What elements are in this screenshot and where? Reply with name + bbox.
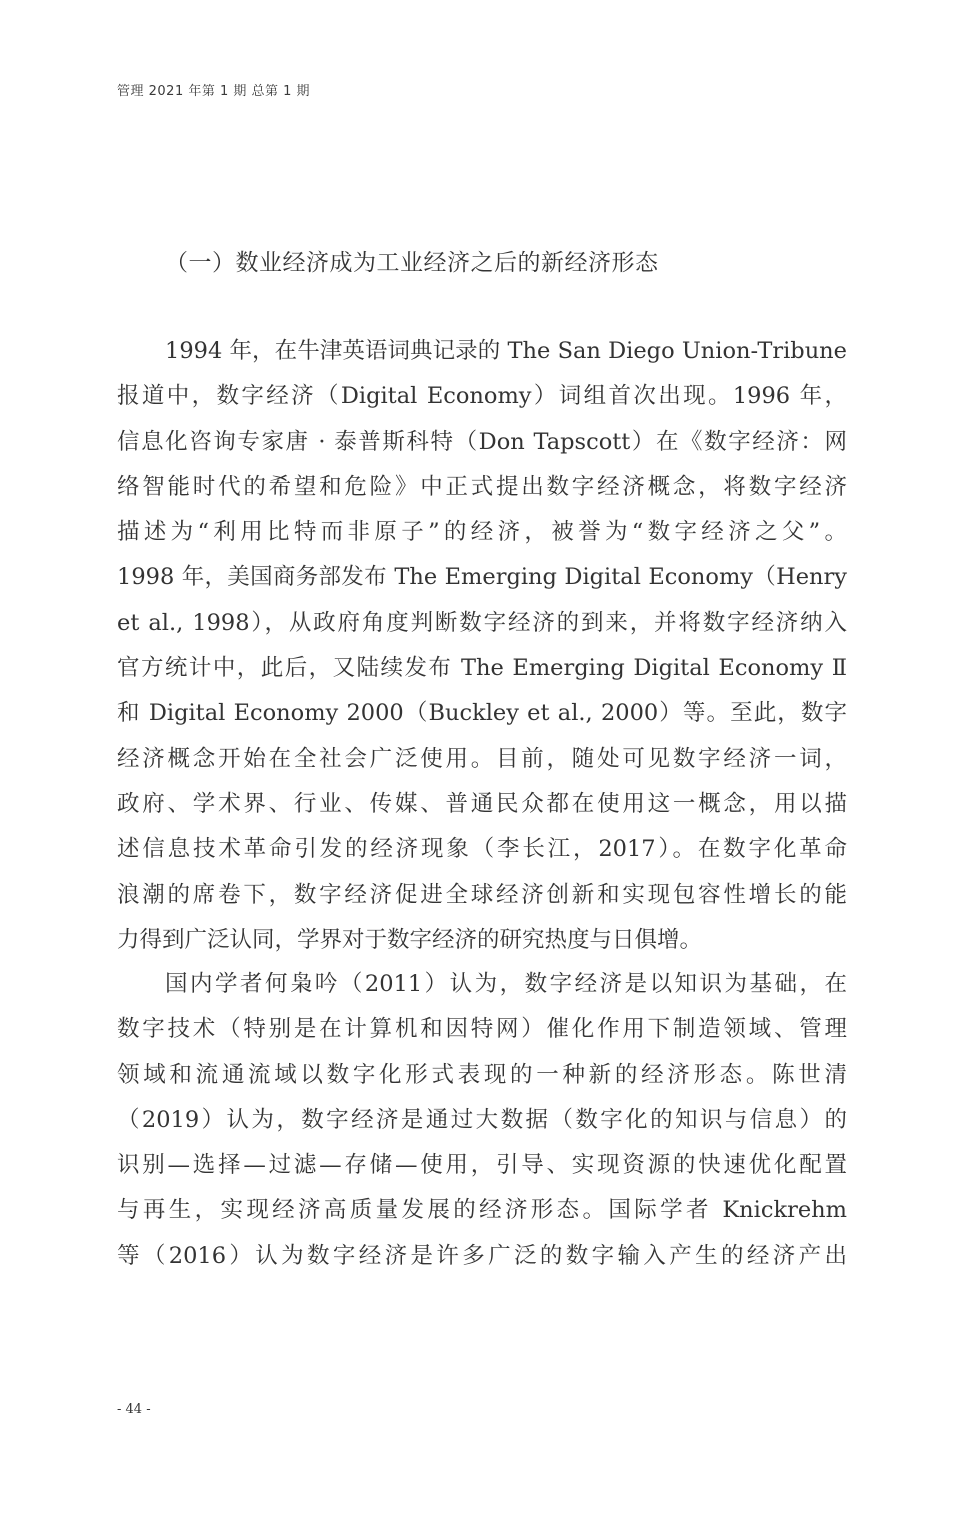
text-line: 和 Digital Economy 2000（Buckley et al., 2000）等。至此，数字 [117, 700, 847, 727]
text-line: 等（2016）认为数字经济是许多广泛的数字输入产生的经济产出 [117, 1242, 847, 1269]
text-line: 报道中，数字经济（Digital Economy）词组首次出现。1996 年， [117, 383, 847, 410]
text-line: 识别—选择—过滤—存储—使用，引导、实现资源的快速优化配置 [117, 1152, 847, 1179]
text-line: 1998 年，美国商务部发布 The Emerging Digital Economy（Henry [117, 564, 847, 591]
text-line: 浪潮的席卷下，数字经济促进全球经济创新和实现包容性增长的能 [117, 881, 847, 908]
text-line: 述信息技术革命引发的经济现象（李长江，2017）。在数字化革命 [117, 836, 847, 863]
text-line: 经济概念开始在全社会广泛使用。目前，随处可见数字经济一词， [117, 745, 847, 772]
text-line: （2019）认为，数字经济是通过大数据（数字化的知识与信息）的 [117, 1106, 847, 1133]
text-line: 描述为“利用比特而非原子”的经济，被誉为“数字经济之父”。 [117, 519, 847, 546]
text-line: 国内学者何枭吟（2011）认为，数字经济是以知识为基础，在 [165, 971, 847, 997]
paragraph-2 [117, 962, 847, 1279]
running-header: 管理 2021 年第 1 期 总第 1 期 [117, 84, 311, 99]
text-line: et al., 1998），从政府角度判断数字经济的到来，并将数字经济纳入 [117, 609, 847, 636]
text-line: 官方统计中，此后，又陆续发布 The Emerging Digital Economy Ⅱ [117, 655, 847, 682]
text-line: 络智能时代的希望和危险》中正式提出数字经济概念，将数字经济 [117, 473, 847, 500]
text-line: 力得到广泛认同，学界对于数字经济的研究热度与日俱增。 [117, 926, 703, 953]
section-heading: （一）数业经济成为工业经济之后的新经济形态 [165, 250, 659, 276]
page-number: - 44 - [117, 1402, 151, 1417]
text-line: 信息化咨询专家唐 · 泰普斯科特（Don Tapscott）在《数字经济：网 [117, 428, 847, 455]
text-line: 数字技术（特别是在计算机和因特网）催化作用下制造领域、管理 [117, 1016, 847, 1043]
text-line: 领域和流通流域以数字化形式表现的一种新的经济形态。陈世清 [117, 1061, 847, 1088]
text-line: 1994 年，在牛津英语词典记录的 The San Diego Union-Tribune [165, 338, 847, 364]
text-line: 与再生，实现经济高质量发展的经济形态。国际学者 Knickrehm [117, 1197, 847, 1224]
paragraph-1 [117, 329, 847, 963]
text-line: 政府、学术界、行业、传媒、普通民众都在使用这一概念，用以描 [117, 790, 847, 817]
